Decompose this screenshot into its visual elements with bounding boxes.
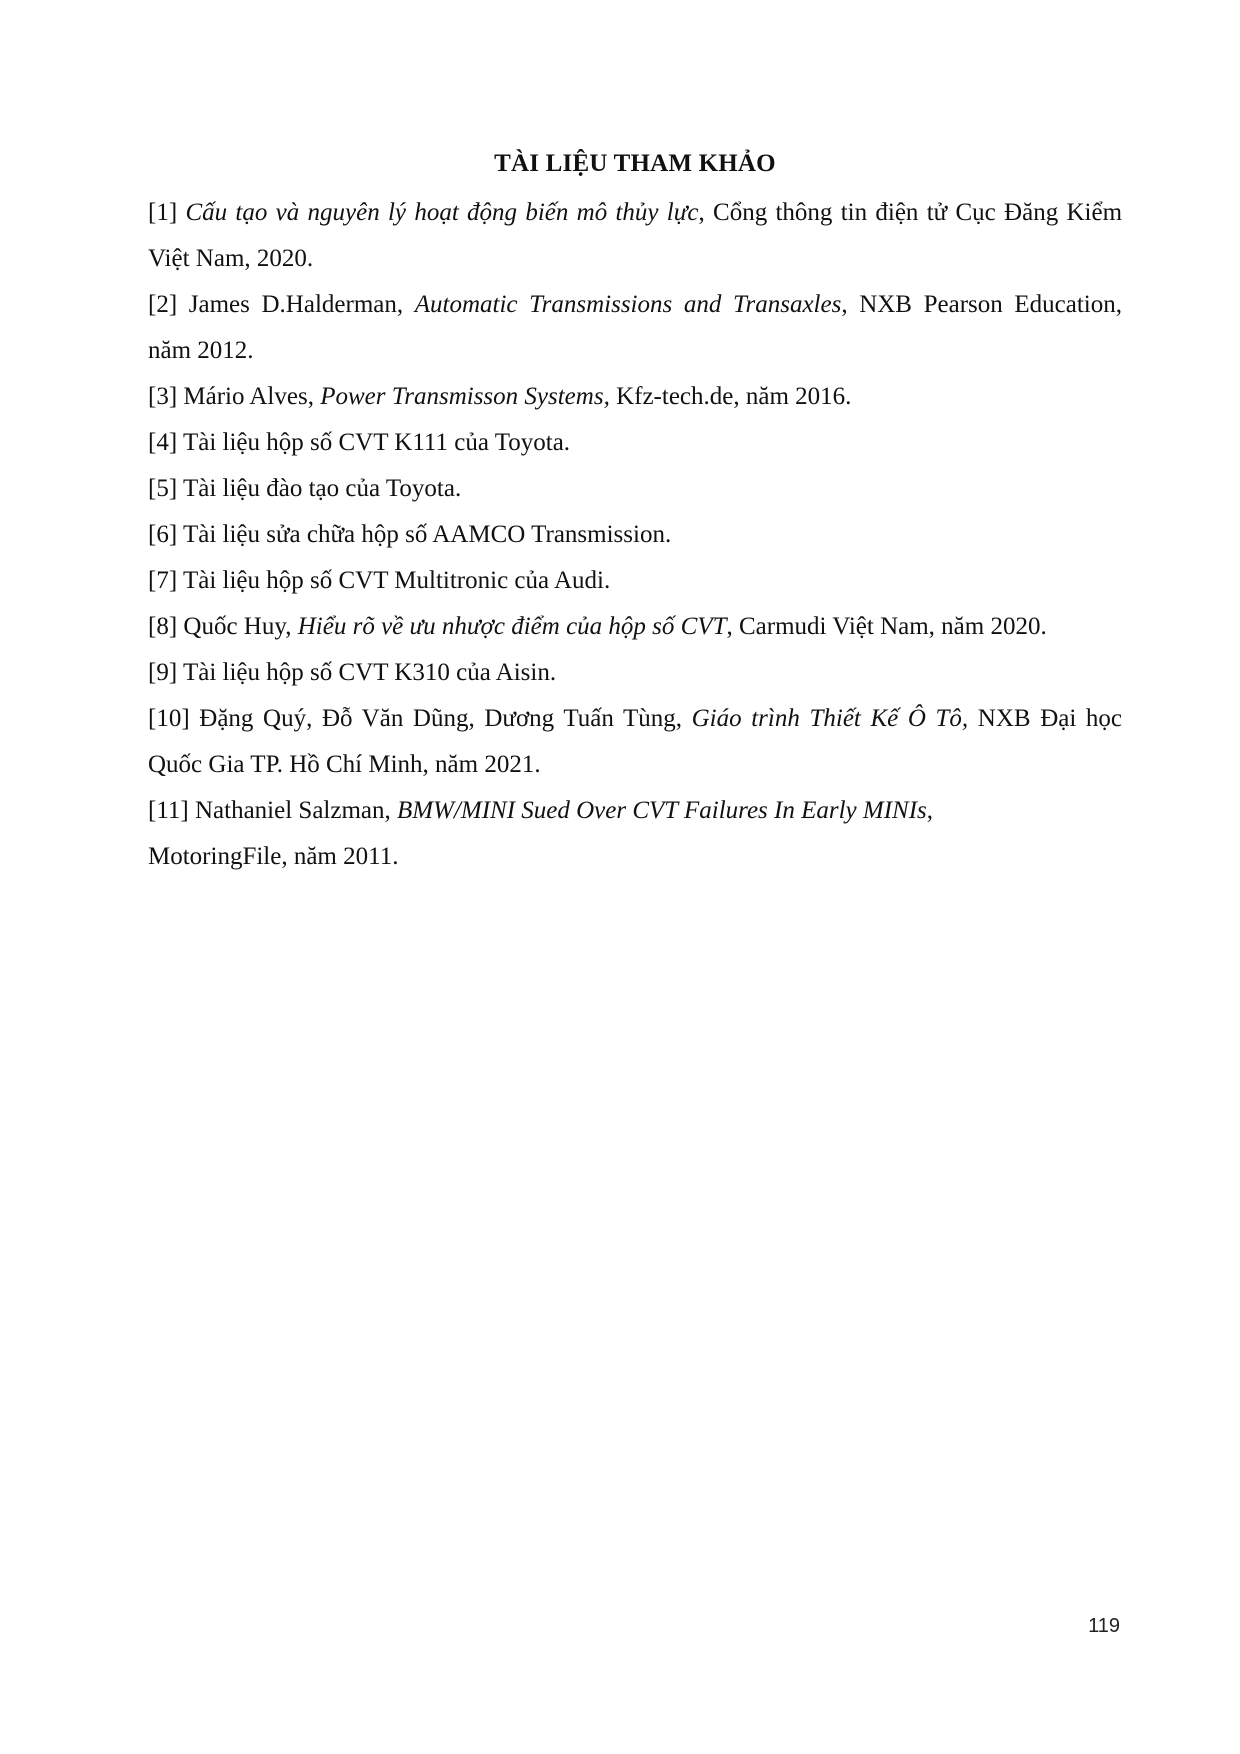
reference-number: [10] <box>148 705 190 732</box>
reference-item-6 <box>148 512 1122 558</box>
reference-title: Giáo trình Thiết Kế Ô Tô, <box>691 705 969 732</box>
reference-number: [6] <box>148 521 178 548</box>
reference-item-2 <box>148 282 1122 374</box>
reference-details: Tài liệu hộp số CVT K310 của Aisin. <box>182 659 557 686</box>
reference-details: , <box>926 797 934 824</box>
reference-number: [11] <box>148 797 189 824</box>
reference-author: Mário Alves, <box>183 383 321 410</box>
page-title: TÀI LIỆU THAM KHẢO <box>494 150 776 177</box>
reference-item-10 <box>148 696 1122 788</box>
reference-author: James D.Halderman, <box>188 291 415 318</box>
reference-title: Hiểu rõ về ưu nhược điểm của hộp số CVT <box>297 613 727 640</box>
reference-item-5 <box>148 466 1122 512</box>
reference-details: Tài liệu hộp số CVT K111 của Toyota. <box>182 429 571 456</box>
reference-details: , Cổng thông tin điện tử Cục Đăng Kiểm Việt Nam, 2020. <box>148 199 1123 272</box>
reference-title: Power Transmisson Systems, <box>320 383 610 410</box>
reference-details: NXB Đại học Quốc Gia TP. Hồ Chí Minh, năm 2021. <box>148 705 1122 778</box>
reference-details: Kfz-tech.de, năm 2016. <box>609 383 852 410</box>
reference-item-11-continuation <box>148 834 1122 880</box>
reference-item-11 <box>148 788 1122 834</box>
reference-details: , NXB Pearson Education, năm 2012. <box>148 291 1122 364</box>
reference-author: Quốc Huy, <box>183 613 298 640</box>
reference-item-7 <box>148 558 1122 604</box>
reference-title: Automatic Transmissions and Transaxles <box>414 291 842 318</box>
reference-list <box>148 190 1122 880</box>
reference-number: [4] <box>148 429 178 456</box>
reference-number: [5] <box>148 475 178 502</box>
reference-item-1 <box>148 190 1122 282</box>
reference-number: [9] <box>148 659 178 686</box>
reference-details: Tài liệu hộp số CVT Multitronic của Audi. <box>182 567 611 594</box>
reference-details: , Carmudi Việt Nam, năm 2020. <box>726 613 1047 640</box>
page-number: 119 <box>1088 1615 1120 1637</box>
reference-title: Cấu tạo và nguyên lý hoạt động biến mô thủy lực <box>185 199 699 226</box>
reference-item-4 <box>148 420 1122 466</box>
reference-author: Nathaniel Salzman, <box>194 797 397 824</box>
reference-number: [1] <box>148 199 178 226</box>
reference-item-8 <box>148 604 1122 650</box>
reference-details: Tài liệu đào tạo của Toyota. <box>182 475 462 502</box>
reference-author: Đặng Quý, Đỗ Văn Dũng, Dương Tuấn Tùng, <box>199 705 692 732</box>
reference-details: MotoringFile, năm 2011. <box>148 843 399 870</box>
document-page <box>148 146 1122 880</box>
reference-number: [3] <box>148 383 178 410</box>
reference-details: Tài liệu sửa chữa hộp số AAMCO Transmission. <box>182 521 672 548</box>
reference-item-3 <box>148 374 1122 420</box>
reference-title: BMW/MINI Sued Over CVT Failures In Early MINIs <box>397 797 927 824</box>
reference-number: [8] <box>148 613 178 640</box>
reference-number: [2] <box>148 291 178 318</box>
reference-item-9 <box>148 650 1122 696</box>
reference-number: [7] <box>148 567 178 594</box>
